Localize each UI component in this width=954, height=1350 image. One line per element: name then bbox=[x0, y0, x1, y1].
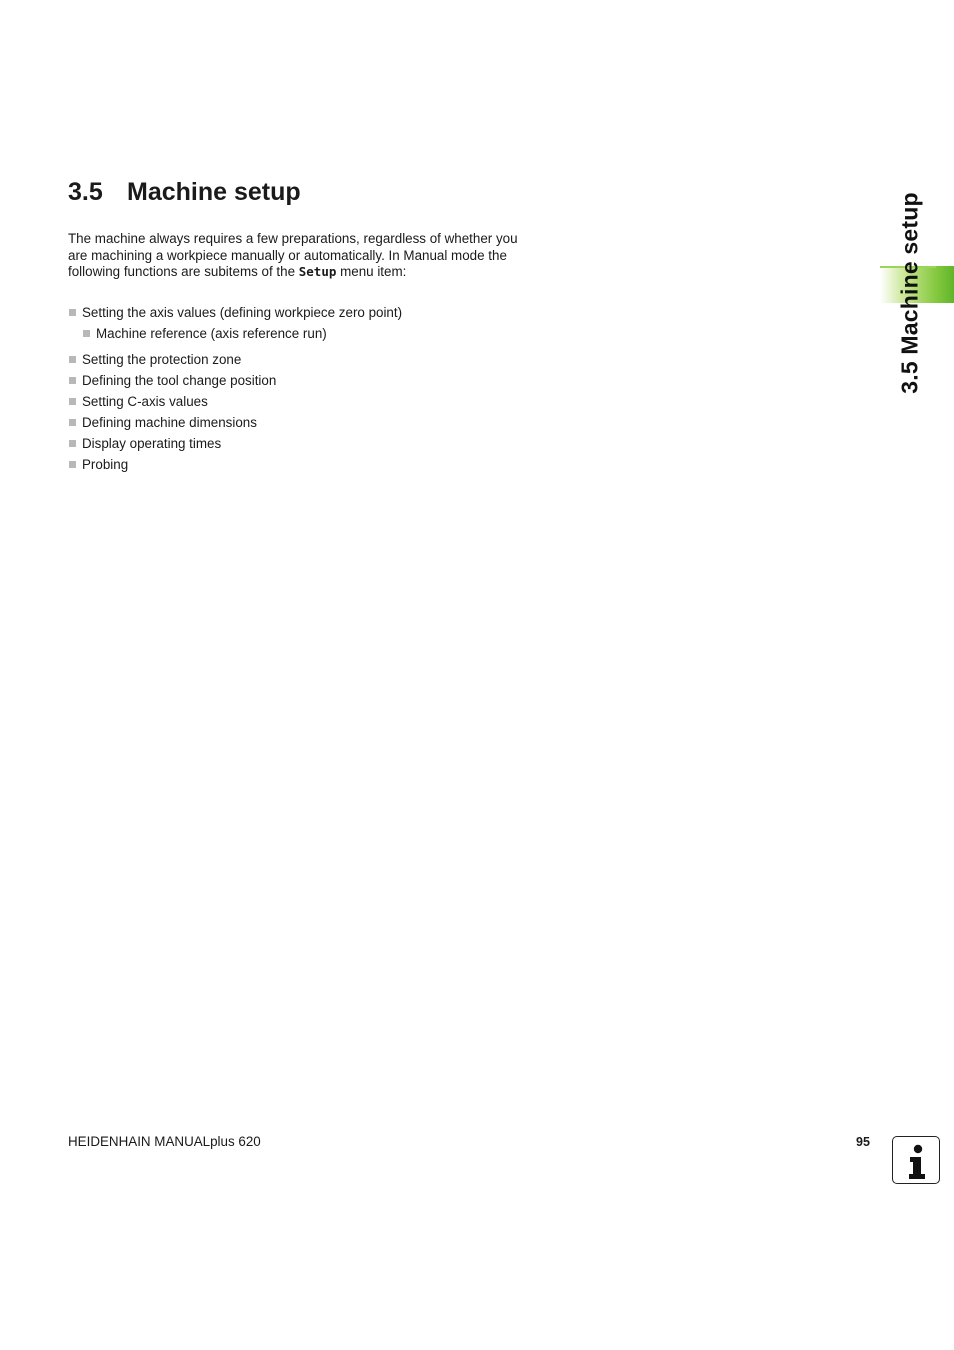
section-number: 3.5 bbox=[68, 178, 103, 206]
list-item-text: Defining machine dimensions bbox=[82, 415, 257, 430]
intro-text-before: The machine always requires a few preparations, regardless of whether you are machining a workpiece manually or automatically. In Manual mode the following functions are subitems of the bbox=[68, 231, 518, 279]
square-bullet-icon bbox=[69, 419, 76, 426]
intro-text-after: menu item: bbox=[336, 264, 407, 279]
list-item bbox=[68, 372, 402, 393]
section-title: Machine setup bbox=[127, 178, 301, 206]
list-item-text: Display operating times bbox=[82, 436, 222, 451]
info-glyph bbox=[893, 1137, 941, 1185]
square-bullet-icon bbox=[69, 377, 76, 384]
intro-paragraph bbox=[68, 231, 518, 281]
square-bullet-icon bbox=[69, 309, 76, 316]
page-number: 95 bbox=[856, 1135, 870, 1149]
list-item bbox=[68, 304, 402, 325]
list-item-text: Machine reference (axis reference run) bbox=[96, 326, 327, 341]
list-item-text: Probing bbox=[82, 457, 129, 472]
list-item-text: Setting C-axis values bbox=[82, 394, 208, 409]
list-item bbox=[68, 456, 402, 477]
chapter-side-title: 3.5 Machine setup bbox=[896, 192, 923, 394]
info-icon bbox=[892, 1136, 940, 1184]
list-item-text: Defining the tool change position bbox=[82, 373, 277, 388]
list-item bbox=[68, 351, 402, 372]
function-list bbox=[68, 304, 402, 477]
square-bullet-icon bbox=[69, 461, 76, 468]
list-item bbox=[68, 393, 402, 414]
list-item bbox=[68, 435, 402, 456]
square-bullet-icon bbox=[83, 330, 90, 337]
list-subitem bbox=[68, 325, 402, 346]
list-item bbox=[68, 414, 402, 435]
footer-manual-name: HEIDENHAIN MANUALplus 620 bbox=[68, 1134, 261, 1149]
list-item-text: Setting the axis values (defining workpiece zero point) bbox=[82, 305, 403, 320]
square-bullet-icon bbox=[69, 440, 76, 447]
square-bullet-icon bbox=[69, 356, 76, 363]
square-bullet-icon bbox=[69, 398, 76, 405]
setup-menu-name: Setup bbox=[298, 264, 337, 279]
page-title bbox=[68, 176, 301, 208]
list-item-text: Setting the protection zone bbox=[82, 352, 242, 367]
